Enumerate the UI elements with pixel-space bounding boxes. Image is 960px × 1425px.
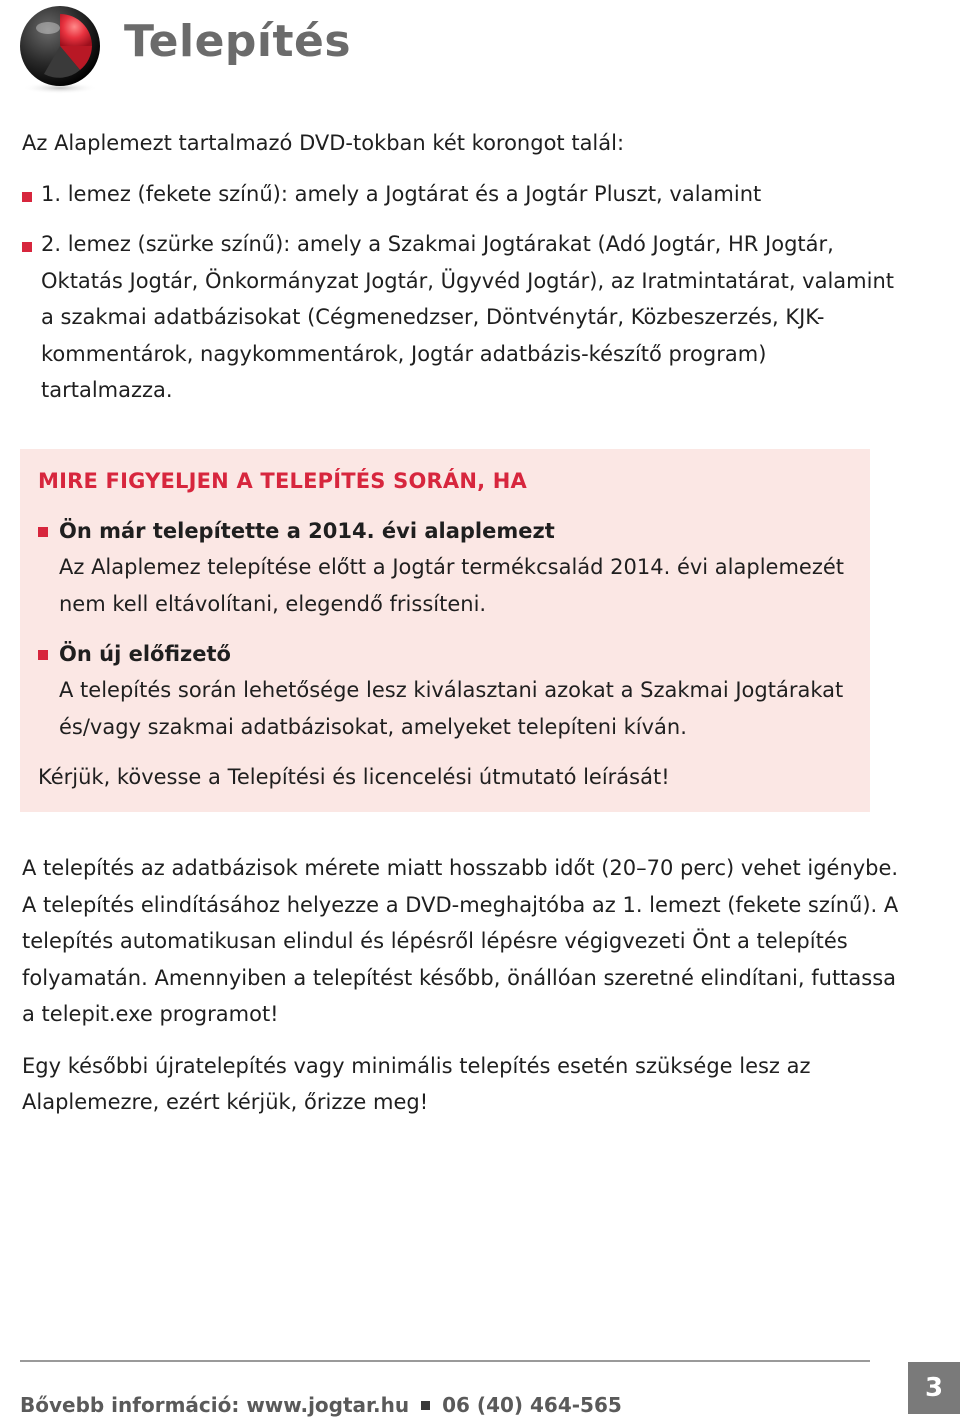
disc-1-text: 1. lemez (fekete színű): amely a Jogtárat és a Jogtár Pluszt, valamint	[41, 181, 762, 206]
disc-2-text: 2. lemez (szürke színű): amely a Szakmai Jogtárakat (Adó Jogtár, HR Jogtár, Oktatás Jogtár, Önkormányzat Jogtár, Ügyvéd Jogtár), az Iratmintatárat, valamint a szakmai adatbázisokat (Cégmenedzser, Döntvénytár, Közbeszerzés, KJK-kommentárok, nagykommentárok, Jogtár adatbázis-készítő program) tartalmazza.	[41, 232, 895, 402]
intro-section	[22, 125, 902, 423]
page-title: Telepítés	[124, 16, 352, 67]
notice-item-new-subscriber	[38, 636, 852, 745]
footer-divider	[20, 1360, 870, 1362]
disc-list	[22, 176, 902, 409]
installation-section	[22, 850, 902, 1121]
square-separator-icon	[421, 1401, 430, 1410]
notice-closing: Kérjük, kövesse a Telepítési és licencelési útmutató leírását!	[38, 765, 670, 789]
notice-item-text: A telepítés során lehetősége lesz kiválasztani azokat a Szakmai Jogtárakat és/vagy szakmai adatbázisokat, amelyeket telepíteni kíván.	[59, 678, 844, 739]
intro-lead: Az Alaplemezt tartalmazó DVD-tokban két korongot talál:	[22, 131, 625, 155]
red-square-bullet-icon	[38, 527, 48, 537]
notice-item-title: Ön már telepítette a 2014. évi alaplemezt	[59, 519, 555, 543]
keep-disc-paragraph: Egy későbbi újratelepítés vagy minimális telepítés esetén szüksége lesz az Alaplemezre, ezért kérjük, őrizze meg!	[22, 1053, 811, 1114]
footer-info-link[interactable]: Bővebb információ: www.jogtar.hu	[20, 1393, 410, 1417]
notice-heading: MIRE FIGYELJEN A TELEPÍTÉS SORÁN, HA	[38, 469, 528, 493]
red-square-bullet-icon	[22, 242, 32, 252]
footer	[20, 1390, 622, 1420]
red-square-bullet-icon	[38, 650, 48, 660]
list-item	[22, 226, 902, 409]
notice-item-existing-user	[38, 513, 852, 622]
notice-item-text: Az Alaplemez telepítése előtt a Jogtár termékcsalád 2014. évi alaplemezét nem kell eltávolítani, elegendő frissíteni.	[59, 555, 845, 616]
page-number: 3	[908, 1362, 960, 1414]
list-item	[22, 176, 902, 213]
red-square-bullet-icon	[22, 192, 32, 202]
red-sphere-logo-icon	[14, 4, 106, 96]
notice-item-title: Ön új előfizető	[59, 642, 231, 666]
install-paragraph: A telepítés az adatbázisok mérete miatt hosszabb időt (20–70 perc) vehet igénybe. A telepítés elindításához helyezze a DVD-meghajtóba az 1. lemezt (fekete színű). A telepítés automatikusan elindul és lépésről lépésre végigvezeti Önt a telepítés folyamatán. Amennyiben a telepítést később, önállóan szeretné elindítani, futtassa a telepit.exe programot!	[22, 856, 899, 1026]
notice-box	[20, 449, 870, 812]
footer-phone: 06 (40) 464-565	[442, 1393, 622, 1417]
page-header	[0, 0, 960, 100]
